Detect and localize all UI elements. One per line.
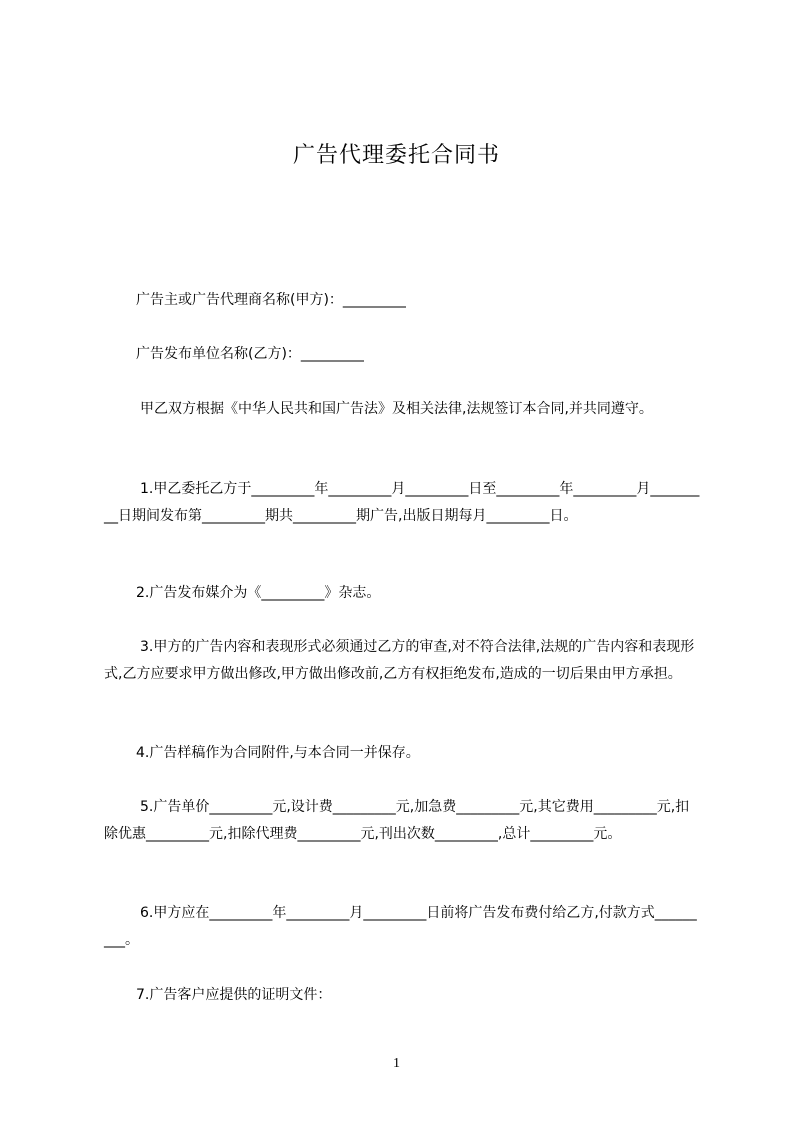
- clause-2: 2.广告发布媒介为《_________》杂志。: [136, 585, 381, 601]
- page-number: 1: [393, 1056, 400, 1071]
- document-title: 广告代理委托合同书: [292, 143, 500, 168]
- preamble-paragraph: 甲乙双方根据《中华人民共和国广告法》及相关法律,法规签订本合同,并共同遵守。: [140, 401, 653, 417]
- clause-5: 5.广告单价_________元,设计费_________元,加急费_________元,其它费用_________元,扣除优惠_________元,扣除代理费_________元,刊出次数_________,总计_________元。: [104, 799, 690, 842]
- party-a-name-line: 广告主或广告代理商名称(甲方)：_________: [136, 292, 406, 308]
- party-b-name-line: 广告发布单位名称(乙方)：_________: [136, 346, 364, 362]
- clause-1: 1.甲乙委托乙方于_________年_________月_________日至_________年_________月_________日期间发布第_________期共_________期广告,出版日期每月_________日。: [104, 481, 700, 524]
- clause-4: 4.广告样稿作为合同附件,与本合同一并保存。: [136, 745, 420, 761]
- clause-3: 3.甲方的广告内容和表现形式必须通过乙方的审查,对不符合法律,法规的广告内容和表现形式,乙方应要求甲方做出修改,甲方做出修改前,乙方有权拒绝发布,造成的一切后果由甲方承担。: [104, 639, 695, 682]
- clause-7: 7.广告客户应提供的证明文件：: [136, 987, 332, 1003]
- clause-6: 6.甲方应在_________年_________月_________日前将广告发布费付给乙方,付款方式_________。: [104, 905, 697, 948]
